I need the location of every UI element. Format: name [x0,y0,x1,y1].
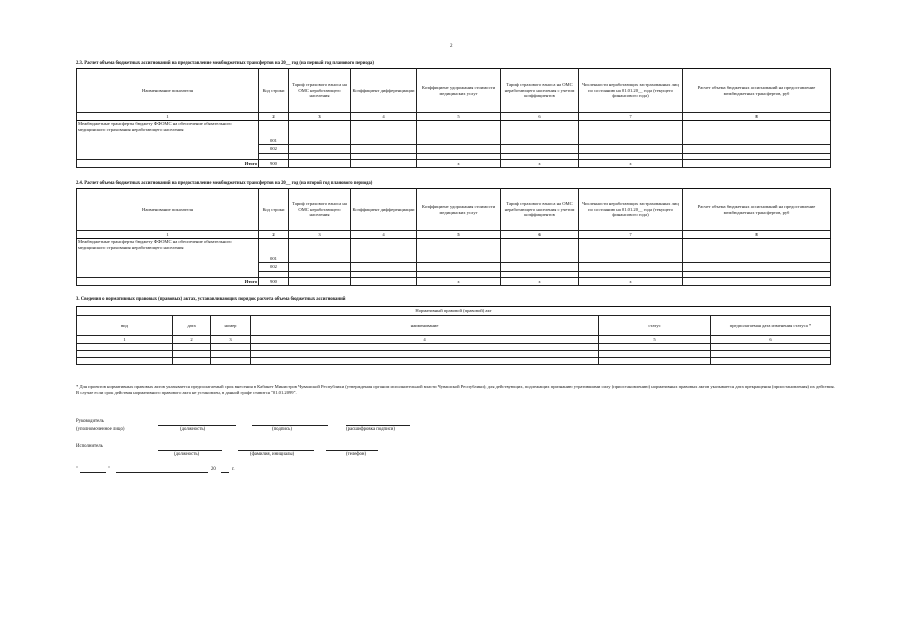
table-2-3 [76,68,831,168]
row-label: Межбюджетные трансферты бюджету ФФОМС на обеспечение обязательного медицинского страхования неработающего населения [77,239,259,278]
header-cell: Расчет объема бюджетных ассигнований на предоставление межбюджетных трансфертов, руб [683,69,831,113]
col-number: 4 [351,231,417,239]
date-month-line [116,472,208,473]
exec-name-line [238,450,314,451]
col-number: 6 [501,113,579,121]
col-number: 8 [683,113,831,121]
col-number: 5 [599,336,711,344]
header-cell: наименование [251,316,599,336]
col-number: 3 [211,336,251,344]
col-number: 1 [77,336,173,344]
head-label: Руководитель [76,419,104,424]
col-number: 2 [259,231,289,239]
col-number: 6 [501,231,579,239]
col-number: 5 [417,113,501,121]
date-day-line [80,472,106,473]
col-number: 7 [579,113,683,121]
header-cell: Коэффициент удорожания стоимости медицинских услуг [417,189,501,231]
header-cell: Наименование показателя [77,189,259,231]
col-number: 6 [711,336,831,344]
decode-caption: (расшифровка подписи) [346,427,395,432]
total-label: Итого [77,160,259,168]
decode-line [346,425,410,426]
date-year-prefix: 20 [211,467,216,472]
col-number: 1 [77,113,259,121]
row-code: 001 [259,239,289,263]
signature-caption: (подпись) [272,427,292,432]
header-cell: Численности неработающих застрахованных лиц по состоянию на 01.01.20__ года (текущего финансового года) [579,69,683,113]
row-code: 001 [259,121,289,145]
x-mark: x [417,278,501,286]
total-code: 900 [259,160,289,168]
header-cell: дата [173,316,211,336]
exec-name-caption: (фамилия, инициалы) [250,452,295,457]
x-mark: x [579,278,683,286]
header-cell: Коэффициент дифференциации [351,69,417,113]
head-sublabel: (уполномоченное лицо) [76,427,125,432]
header-cell: Код строки [259,69,289,113]
total-row [77,160,831,168]
section-2-3-title: 2.3. Расчет объема бюджетных ассигнований на предоставление межбюджетных трансфертов на 20__ год (на первый год планового периода) [76,61,374,66]
header-cell: Численности неработающих застрахованных лиц по состоянию на 01.01.20__ года (текущего финансового года) [579,189,683,231]
date-year-suffix: г. [232,467,235,472]
header-cell: Тариф страхового взноса на ОМС неработающего населения с учетом коэффициентов [501,189,579,231]
header-cell: Коэффициент дифференциации [351,189,417,231]
table-row [77,121,831,145]
header-cell: Коэффициент удорожания стоимости медицинских услуг [417,69,501,113]
col-number: 8 [683,231,831,239]
table-row [77,344,831,351]
header-cell: Тариф страхового взноса на ОМС неработающего населения [289,189,351,231]
group-header: Нормативный правовой (правовой) акт [77,307,831,316]
table-3 [76,306,831,365]
header-cell: Тариф страхового взноса на ОМС неработающего населения с учетом коэффициентов [501,69,579,113]
exec-phone-caption: (телефон) [346,452,367,457]
table-row [77,351,831,358]
table-row [77,239,831,263]
date-quote-close: " [108,467,110,472]
header-cell: вид [77,316,173,336]
section-3-title: 3. Сведения о нормативных правовых (правовых) актах, устанавливающих порядок расчета объема бюджетных ассигнований [76,297,346,302]
x-mark: x [417,160,501,168]
page-number: 2 [450,44,453,49]
row-code: 002 [259,145,289,154]
col-number: 1 [77,231,259,239]
x-mark: x [501,278,579,286]
section-2-4-title: 2.4. Расчет объема бюджетных ассигнований на предоставление межбюджетных трансфертов на 20__ год (на второй год планового периода) [76,181,373,186]
position-caption: (должность) [180,427,206,432]
header-cell: статус [599,316,711,336]
col-number: 4 [351,113,417,121]
col-number: 5 [417,231,501,239]
table-row [77,358,831,365]
footnote: * Для проектов нормативных правовых актов указывается предполагаемый срок внесения в Кабинет Министров Чувашской Республики (утверждения органом исполнительной власти Чувашской Республики); для действующих, подлежащих признанию утратившими силу (приостановлению) нормативных правовых актов указывается дата прекращения (приостановления) их действия. В случае если срок действия нормативного правового акта не установлен, в данной графе ставится "01.01.2099". [76,384,835,396]
col-number: 2 [259,113,289,121]
x-mark: x [501,160,579,168]
total-row [77,278,831,286]
exec-position-caption: (должность) [174,452,200,457]
col-number: 7 [579,231,683,239]
x-mark: x [579,160,683,168]
executor-label: Исполнитель [76,444,103,449]
signature-line [252,425,328,426]
header-cell: номер [211,316,251,336]
row-code: 002 [259,263,289,272]
date-year-line [221,472,229,473]
exec-position-line [158,450,222,451]
col-number: 3 [289,231,351,239]
exec-phone-line [326,450,378,451]
header-cell: Наименование показателя [77,69,259,113]
col-number: 2 [173,336,211,344]
col-number: 3 [289,113,351,121]
position-line [158,425,236,426]
date-quote-open: " [76,467,78,472]
total-code: 900 [259,278,289,286]
col-number: 4 [251,336,599,344]
row-label: Межбюджетные трансферты бюджету ФФОМС на обеспечение обязательного медицинского страхования неработающего населения [77,121,259,160]
header-cell: Расчет объема бюджетных ассигнований на предоставление межбюджетных трансфертов, руб [683,189,831,231]
header-cell: Тариф страхового взноса на ОМС неработающего населения [289,69,351,113]
header-cell: Код строки [259,189,289,231]
table-2-4 [76,188,831,286]
total-label: Итого [77,278,259,286]
header-cell: предполагаемая дата изменения статуса * [711,316,831,336]
